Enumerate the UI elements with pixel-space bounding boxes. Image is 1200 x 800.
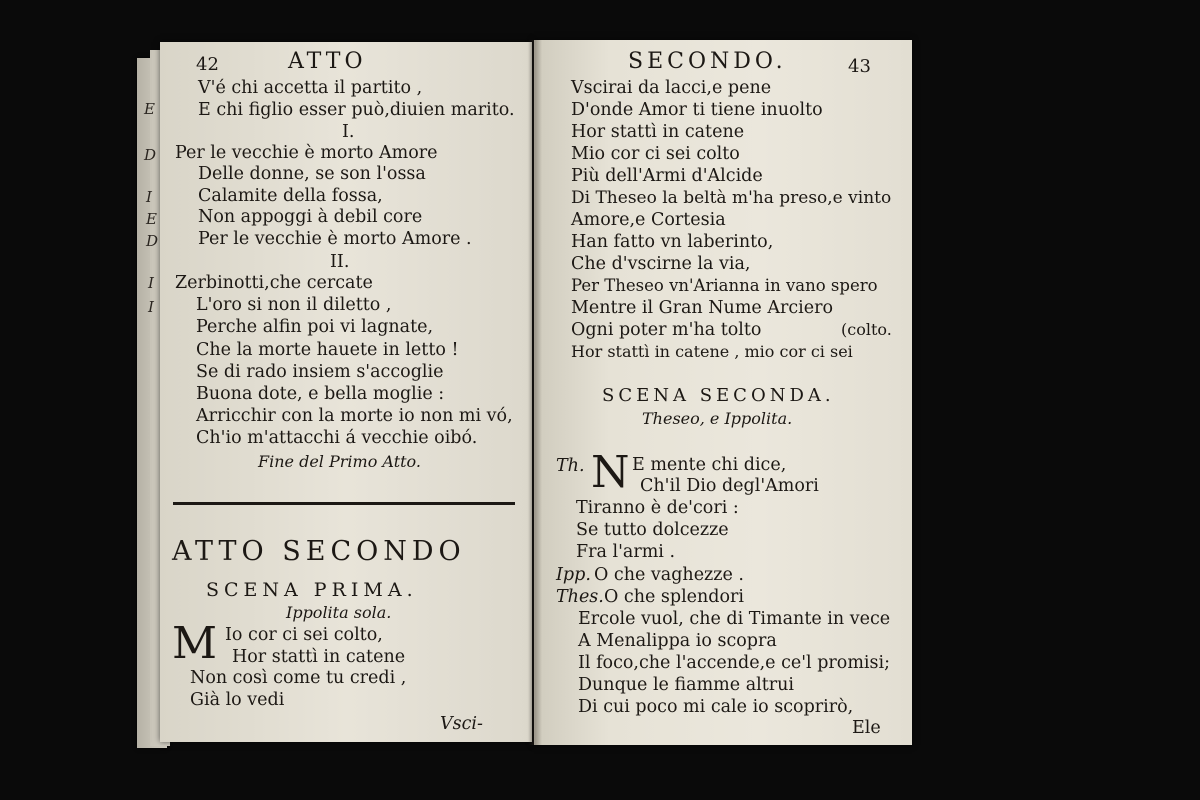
verse-line: Di Theseo la beltà m'ha preso,e vinto	[571, 188, 892, 208]
verse-line: Vscirai da lacci,e pene	[571, 78, 772, 98]
edge-letter: I	[148, 298, 154, 316]
edge-letter: I	[148, 274, 154, 292]
page-number: 42	[196, 54, 219, 75]
verse-line: E chi figlio esser può,diuien marito.	[198, 100, 515, 120]
verse-line: Per Theseo vn'Arianna in vano spero	[571, 276, 878, 295]
drop-cap: N	[591, 447, 630, 498]
verse-line: Calamite della fossa,	[198, 186, 383, 206]
edge-letter: D	[144, 146, 157, 164]
edge-letter: E	[146, 210, 157, 228]
scene-cast: Theseo, e Ippolita.	[642, 409, 793, 428]
verse-line: Dunque le fiamme altrui	[578, 675, 794, 695]
scene-cast: Ippolita sola.	[286, 603, 392, 622]
verse-line: Fra l'armi .	[576, 542, 676, 562]
verse-line: Hor stattì in catene , mio cor ci sei	[571, 342, 853, 361]
verse-line: Se tutto dolcezze	[576, 520, 729, 540]
verse-line: O che splendori	[604, 587, 745, 607]
verse-line: Hor stattì in catene	[232, 647, 406, 667]
verse-line: Mentre il Gran Nume Arciero	[571, 298, 833, 318]
verse-line: Mio cor ci sei colto	[571, 144, 740, 164]
turnover: (colto.	[841, 320, 892, 339]
verse-line: Non appoggi à debil core	[198, 207, 423, 227]
verse-line: Perche alfin poi vi lagnate,	[196, 317, 434, 337]
verse-line: Non così come tu credi ,	[190, 668, 407, 688]
verse-line: Ch'il Dio degl'Amori	[640, 476, 819, 496]
verse-line: O che vaghezze .	[594, 565, 744, 585]
verse-line: Ch'io m'attacchi á vecchie oibó.	[196, 428, 478, 448]
book-gutter	[528, 40, 542, 745]
section-rule	[173, 502, 515, 509]
verse-line: Che d'vscirne la via,	[571, 254, 751, 274]
scene-heading: SCENA PRIMA.	[206, 579, 418, 601]
verse-line: D'onde Amor ti tiene inuolto	[571, 100, 823, 120]
drop-cap: M	[172, 618, 218, 669]
verse-line: Amore,e Cortesia	[571, 210, 726, 230]
verse-line: L'oro si non il diletto ,	[196, 295, 392, 315]
running-head: ATTO	[288, 49, 367, 74]
act-heading: ATTO SECONDO	[172, 536, 466, 567]
edge-letter: E	[144, 100, 155, 118]
verse-line: Ogni poter m'ha tolto	[571, 320, 762, 340]
stanza-number: I.	[342, 122, 355, 142]
catchword: Ele	[852, 718, 881, 738]
edge-letter: I	[146, 188, 152, 206]
verse-line: Io cor ci sei colto,	[225, 625, 383, 645]
running-head: SECONDO.	[628, 49, 787, 74]
stanza-number: II.	[330, 252, 350, 272]
end-of-act: Fine del Primo Atto.	[258, 452, 421, 471]
verse-line: A Menalippa io scopra	[578, 631, 777, 651]
verse-line: Ercole vuol, che di Timante in vece	[578, 609, 891, 629]
verse-line: Che la morte hauete in letto !	[196, 340, 459, 360]
scene-heading: SCENA SECONDA.	[602, 385, 835, 406]
verse-line: Han fatto vn laberinto,	[571, 232, 774, 252]
verse-line: Arricchir con la morte io non mi vó,	[196, 406, 513, 426]
verse-line: Tiranno è de'cori :	[576, 498, 739, 518]
verse-line: Il foco,che l'accende,e ce'l promisi;	[578, 653, 890, 673]
verse-line: Di cui poco mi cale io scoprirò,	[578, 697, 854, 717]
speaker-label: Ipp.	[556, 565, 591, 585]
verse-line: Buona dote, e bella moglie :	[196, 384, 445, 404]
speaker-label: Th.	[556, 456, 585, 476]
speaker-label: Thes.	[556, 587, 604, 607]
verse-line: Per le vecchie è morto Amore	[175, 143, 438, 163]
verse-line: Delle donne, se son l'ossa	[198, 164, 426, 184]
verse-line: Se di rado insiem s'accoglie	[196, 362, 444, 382]
catchword: Vsci-	[440, 714, 483, 734]
verse-line: Più dell'Armi d'Alcide	[571, 166, 763, 186]
page-number: 43	[848, 56, 871, 77]
verse-line: Per le vecchie è morto Amore .	[198, 229, 472, 249]
verse-line: E mente chi dice,	[632, 455, 787, 475]
verse-line: V'é chi accetta il partito ,	[198, 78, 423, 98]
verse-line: Già lo vedi	[190, 690, 285, 710]
verse-line: Zerbinotti,che cercate	[175, 273, 373, 293]
verse-line: Hor stattì in catene	[571, 122, 745, 142]
edge-letter: D	[146, 232, 159, 250]
